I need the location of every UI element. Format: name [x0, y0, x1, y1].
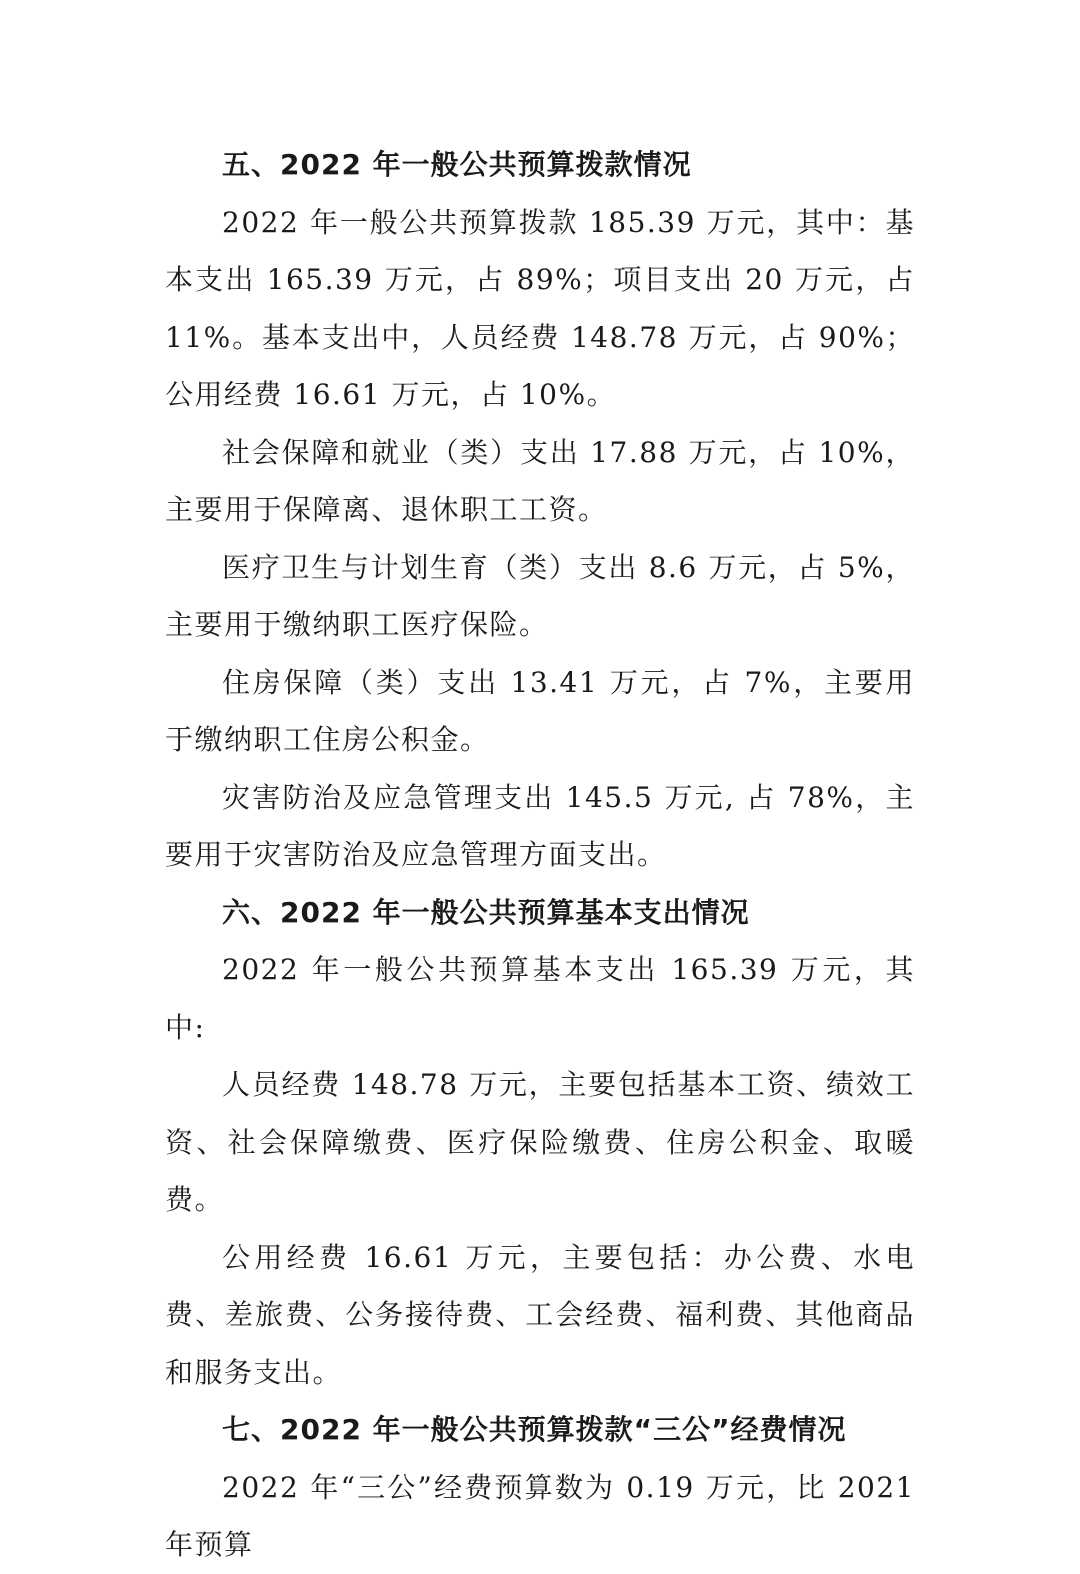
section-heading-7: 七、2022 年一般公共预算拨款“三公”经费情况 [222, 1413, 847, 1446]
paragraph-disaster: 灾害防治及应急管理支出 145.5 万元, 占 78%，主要用于灾害防治及应急管理方面支出。 [165, 780, 915, 871]
section-heading-5: 五、2022 年一般公共预算拨款情况 [222, 148, 692, 181]
paragraph-budget-summary: 2022 年一般公共预算拨款 185.39 万元，其中：基本支出 165.39 万元，占 89%；项目支出 20 万元，占 11%。基本支出中，人员经费 148.78 万元，占 90%；公用经费 16.61 万元，占 10%。 [165, 205, 915, 411]
document-page [165, 136, 915, 1574]
section-heading-6: 六、2022 年一般公共预算基本支出情况 [222, 895, 750, 929]
paragraph-personnel: 人员经费 148.78 万元，主要包括基本工资、绩效工资、社会保障缴费、医疗保险缴费、住房公积金、取暖费。 [165, 1068, 915, 1216]
paragraph-three-public: 2022 年“三公”经费预算数为 0.19 万元，比 2021 年预算 [165, 1470, 915, 1561]
paragraph-medical: 医疗卫生与计划生育（类）支出 8.6 万元，占 5%，主要用于缴纳职工医疗保险。 [165, 550, 915, 641]
paragraph-public-use: 公用经费 16.61 万元，主要包括：办公费、水电费、差旅费、公务接待费、工会经费、福利费、其他商品和服务支出。 [165, 1240, 915, 1389]
paragraph-social-security: 社会保障和就业（类）支出 17.88 万元，占 10%，主要用于保障离、退休职工工资。 [165, 435, 915, 526]
paragraph-basic-expenditure: 2022 年一般公共预算基本支出 165.39 万元，其中: [165, 953, 915, 1044]
paragraph-housing: 住房保障（类）支出 13.41 万元，占 7%，主要用于缴纳职工住房公积金。 [165, 665, 915, 756]
